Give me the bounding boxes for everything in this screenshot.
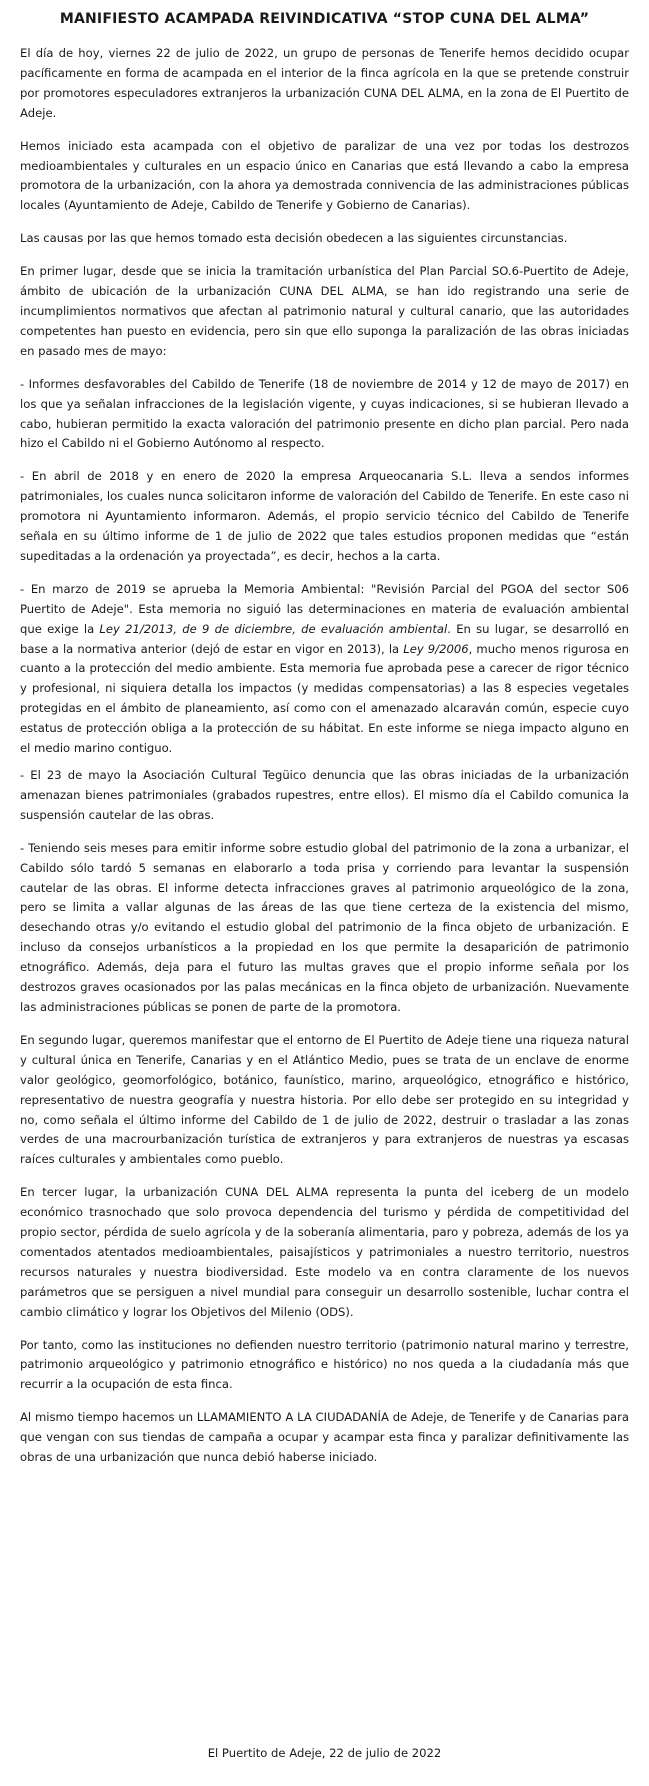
document-title: MANIFIESTO ACAMPADA REIVINDICATIVA “STOP CUNA DEL ALMA”: [59, 11, 590, 27]
paragraph-second-point: En segundo lugar, queremos manifestar que el entorno de El Puertito de Adeje tiene una riqueza natural y cultural única en Tenerife, Canarias y en el Atlántico Medio, pues se trata de un enclave de enorme valor geológico, geomorfológico, botánico, faunístico, marino, arqueológico, etnográfico e histórico, representativo de nuestra geografía y nuestra historia. Por ello debe ser protegido en su integridad y no, como señala el último informe del Cabildo de 1 de julio de 2022, destruir o trasladar a las zonas verdes de una macrourbanización turística de extranjeros y para extranjeros de nuestras ya escasas raíces culturales y ambientales como pueblo.: [20, 1032, 629, 1167]
paragraph-first-point: En primer lugar, desde que se inicia la tramitación urbanística del Plan Parcial SO.6-Puertito de Adeje, ámbito de ubicación de la urbanización CUNA DEL ALMA, se han ido registrando una serie de incumplimientos normativos que afectan al patrimonio natural y cultural canario, que las autoridades competentes han puesto en evidencia, pero sin que ello suponga la paralización de las obras iniciadas en pasado mes de mayo:: [20, 264, 629, 358]
bullet-arqueocanaria: - En abril de 2018 y en enero de 2020 la empresa Arqueocanaria S.L. lleva a sendos informes patrimoniales, los cuales nunca solicitaron informe de valoración del Cabildo de Tenerife. En este caso ni promotora ni Ayuntamiento informaron. Además, el propio servicio técnico del Cabildo de Tenerife señala en su último informe de 1 de julio de 2022 que tales estudios proponen medidas que “están supeditadas a la ordenación ya proyectada”, es decir, hechos a la carta.: [20, 469, 629, 563]
memoria-text-c: , mucho menos rigurosa en cuanto a la protección del medio ambiente. Esta memoria fue aprobada pese a carecer de rigor técnico y profesional, ni siquiera detalla los impactos (y medidas compensatorias) a las 8 especies vegetales protegidas en el ámbito de planeamiento, así como con el amenazado alcaraván común, especie cuyo estatus de protección obliga a la protección de su hábitat. En este informe se niega impacto alguno en el medio marino contiguo.: [20, 641, 630, 756]
law-9-2006: Ley 9/2006: [403, 641, 469, 656]
memoria-text-b: . En su lugar, se desarrolló en base a la normativa anterior (dejó de estar en vigor en 2013), la: [20, 621, 629, 656]
bullet-teguico: - El 23 de mayo la Asociación Cultural Tegüico denuncia que las obras iniciadas de la urbanización amenazan bienes patrimoniales (grabados rupestres, entre ellos). El mismo día el Cabildo comunica la suspensión cautelar de las obras.: [20, 768, 629, 822]
paragraph-intro: El día de hoy, viernes 22 de julio de 2022, un grupo de personas de Tenerife hemos decidido ocupar pacíficamente en forma de acampada en el interior de la finca agrícola en la que se pretende construir por promotores especuladores extranjeros la urbanización CUNA DEL ALMA, en la zona de El Puertito de Adeje.: [20, 46, 629, 120]
memoria-text-a: - En marzo de 2019 se aprueba la Memoria Ambiental: "Revisión Parcial del PGOA del sector S06 Puertito de Adeje". Esta memoria no siguió las determinaciones en materia de evaluación ambiental que exige la: [20, 581, 629, 636]
law-21-2013: Ley 21/2013, de 9 de diciembre, de evaluación ambiental: [99, 621, 448, 636]
bullet-six-months: - Teniendo seis meses para emitir informe sobre estudio global del patrimonio de la zona a urbanizar, el Cabildo sólo tardó 5 semanas en elaborarlo a toda prisa y corriendo para levantar la suspensión cautelar de las obras. El informe detecta infracciones graves al patrimonio arqueológico de la zona, pero se limita a vallar algunas de las áreas de las que tiene certeza de la existencia del mismo, desechando otras y/o evitando el estudio global del patrimonio de la finca objeto de urbanización. E incluso da consejos urbanísticos a la propiedad en los que permite la desaparición de patrimonio etnográfico. Además, deja para el futuro las multas graves que el propio informe señala por los destrozos graves ocasionados por las palas mecánicas en la finca objeto de urbanización. Nuevamente las administraciones públicas se ponen de parte de la promotora.: [20, 840, 629, 1014]
paragraph-causes: Las causas por las que hemos tomado esta decisión obedecen a las siguientes circunstancias.: [20, 231, 568, 246]
paragraph-third-point: En tercer lugar, la urbanización CUNA DEL ALMA representa la punta del iceberg de un modelo económico trasnochado que solo provoca dependencia del turismo y pérdida de competitividad del propio sector, pérdida de suelo agrícola y de la soberanía alimentaria, paro y pobreza, además de los ya comentados atentados medioambientales, paisajísticos y patrimoniales a nuestro territorio, nuestros recursos naturales y nuestra biodiversidad. Este modelo va en contra claramente de los nuevos parámetros que se persiguen a nivel mundial para conseguir un desarrollo sostenible, luchar contra el cambio climático y lograr los Objetivos del Milenio (ODS).: [20, 1185, 629, 1319]
paragraph-objective: Hemos iniciado esta acampada con el objetivo de paralizar de una vez por todas los destrozos medioambientales y culturales en un espacio único en Canarias que está llevando a cabo la empresa promotora de la urbanización, con la ahora ya demostrada connivencia de las administraciones públicas locales (Ayuntamiento de Adeje, Cabildo de Tenerife y Gobierno de Canarias).: [20, 138, 629, 213]
bullet-cabildo-reports: - Informes desfavorables del Cabildo de Tenerife (18 de noviembre de 2014 y 12 de mayo de 2017) en los que ya señalan infracciones de la legislación vigente, y cuyas indicaciones, si se hubieran llevado a cabo, hubieran permitido la exacta valoración del patrimonio presente en dicho plan parcial. Pero nada hizo el Cabildo ni el Gobierno Autónomo al respecto.: [20, 376, 629, 451]
paragraph-therefore: Por tanto, como las instituciones no defienden nuestro territorio (patrimonio natural marino y terrestre, patrimonio arqueológico y patrimonio etnográfico e histórico) no nos queda a la ciudadanía más que recurrir a la ocupación de esta finca.: [20, 1337, 629, 1392]
bullet-memoria-ambiental: [20, 580, 629, 759]
paragraph-call-to-action: Al mismo tiempo hacemos un LLAMAMIENTO A LA CIUDADANÍA de Adeje, de Tenerife y de Canarias para que vengan con sus tiendas de campaña a ocupar y acampar esta finca y paralizar definitivamente las obras de una urbanización que nunca debió haberse iniciado.: [20, 1410, 629, 1465]
closing-place-date: El Puertito de Adeje, 22 de julio de 2022: [207, 1746, 442, 1760]
